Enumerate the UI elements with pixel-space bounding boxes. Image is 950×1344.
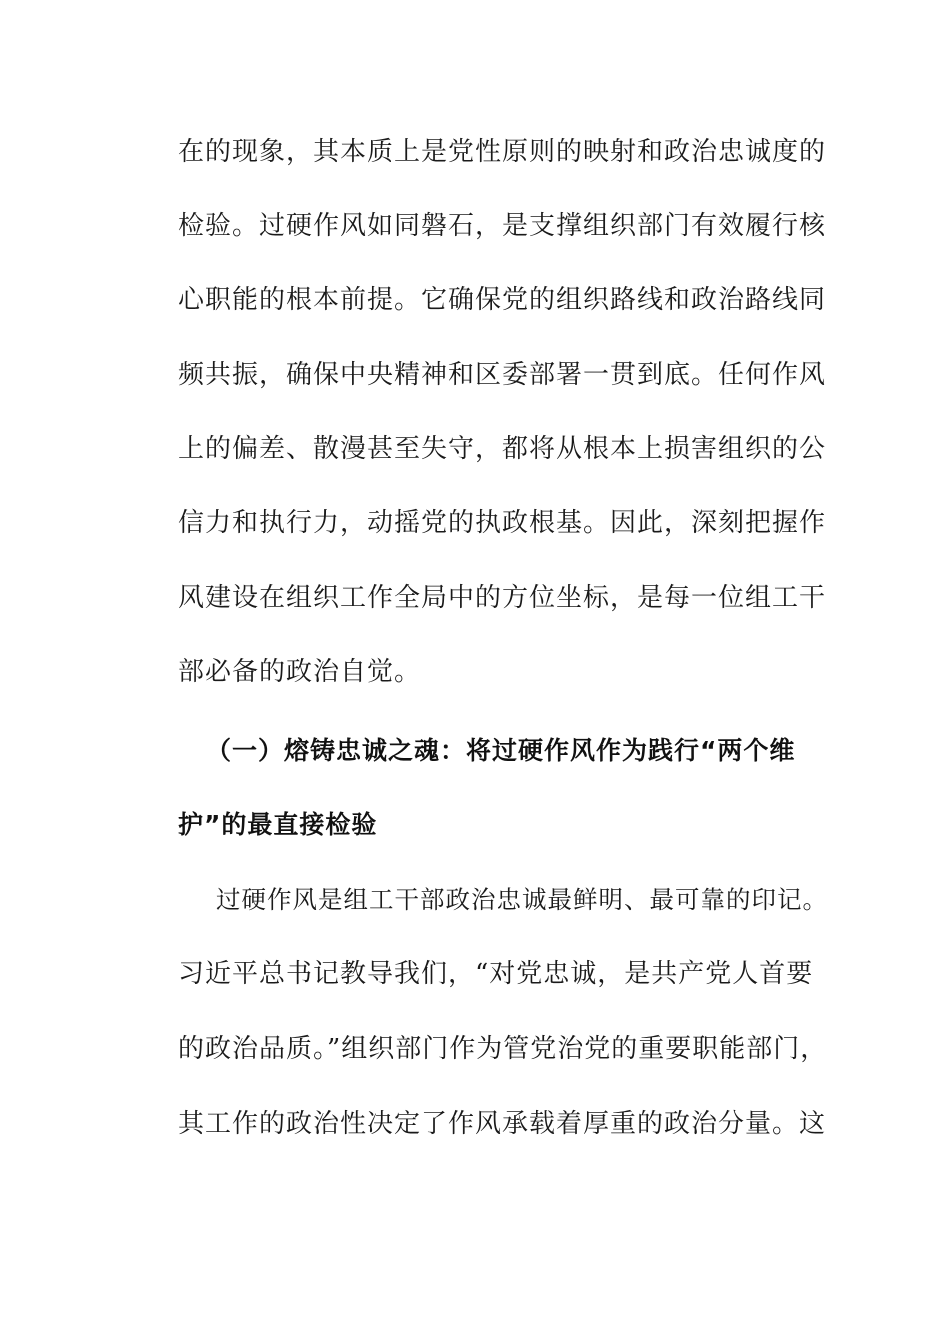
text-line: 检验。过硬作风如同磐石，是支撑组织部门有效履行核 [178, 211, 827, 241]
text-line: 在的现象，其本质上是党性原则的映射和政治忠诚度的 [178, 137, 827, 167]
text-line: 信力和执行力，动摇党的执政根基。因此，深刻把握作 [178, 508, 827, 538]
text-line: 习近平总书记教导我们，“对党忠诚，是共产党人首要 [178, 959, 814, 989]
text-line: 频共振，确保中央精神和区委部署一贯到底。任何作风 [178, 360, 827, 390]
section-heading: 护”的最直接检验 [178, 810, 378, 839]
text-line: 上的偏差、散漫甚至失守，都将从根本上损害组织的公 [178, 434, 827, 464]
text-line: 过硬作风是组工干部政治忠诚最鲜明、最可靠的印记。 [216, 885, 828, 914]
text-line: 的政治品质。”组织部门作为管党治党的重要职能部门， [178, 1034, 828, 1064]
text-line: 部必备的政治自觉。 [178, 657, 422, 687]
text-line: 心职能的根本前提。它确保党的组织路线和政治路线同 [178, 285, 827, 315]
text-line: 其工作的政治性决定了作风承载着厚重的政治分量。这 [178, 1109, 827, 1139]
text-line: 风建设在组织工作全局中的方位坐标，是每一位组工干 [178, 583, 827, 613]
section-heading: （一）熔铸忠诚之魂：将过硬作风作为践行“两个维 [206, 736, 796, 765]
